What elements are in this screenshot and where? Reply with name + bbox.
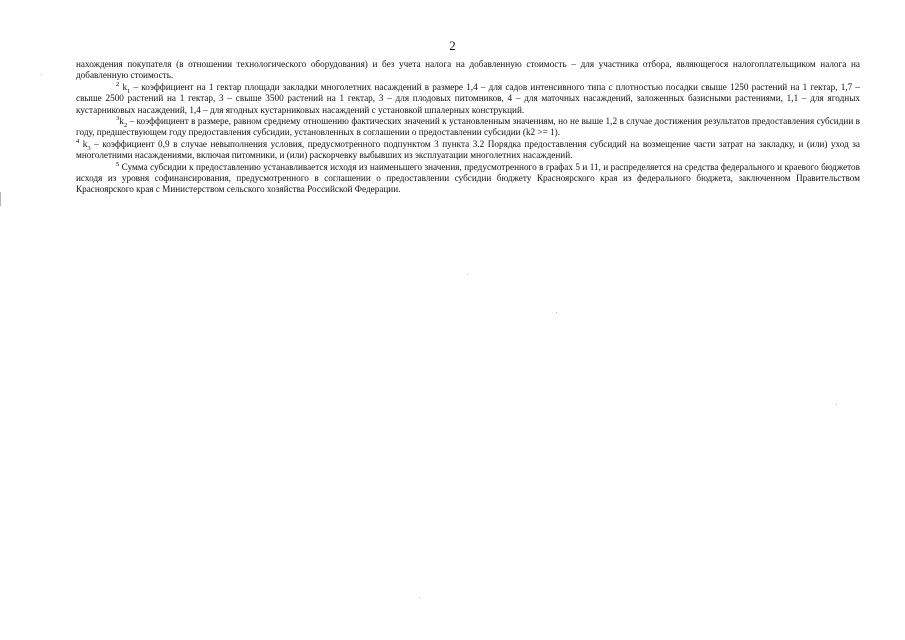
footnote-mark: 5 xyxy=(116,160,120,168)
footnotes-section xyxy=(76,59,860,196)
footnote-text: Сумма субсидии к предоставлению устанавливается исходя из наименьшего значения, предусмотренного в графах 5 и 11, и распределяется на средства федерального и краевого бюджетов исходя из уровня софинансирования, предусмотренного в соглашении о предоставлении субсидии бюджету Красноярского края из федерального бюджета, заключенном Правительством Красноярского края с Министерством сельского хозяйства Российской Федерации. xyxy=(76,161,860,195)
coefficient-index: 1 xyxy=(127,87,131,95)
scan-speck xyxy=(556,312,557,313)
footnote-text: – коэффициент на 1 гектар площади закладки многолетних насаждений в размере 1,4 – для садов интенсивного типа с плотностью посадки свыше 1250 растений на 1 гектар, 1,7 – свыше 2500 растений на 1 гектар, 3 – свыше 3500 растений на 1 гектар, 3 – для плодовых питомников, 4 – для маточных насаждений, заложенных базисными растениями, 1,1 – для ягодных кустарниковых насаждений, 1,4 – для ягодных кустарниковых насаждений с установкой шпалерных конструкций. xyxy=(76,81,861,115)
footnote-mark: 3 xyxy=(116,114,120,122)
footnote-mark: 2 xyxy=(116,80,120,88)
coefficient-symbol: k xyxy=(122,81,128,92)
footnote-text: – коэффициент 0,9 в случае невыполнения условия, предусмотренного подпунктом 3 пункта 3.2 Порядка предоставления субсидий на возмещение части затрат на закладку, и (или) уход за многолетними насаждениями, включая питомники, и (или) раскорчевку выбывших из эксплуатации многолетних насаждений. xyxy=(76,138,861,161)
footnote-text: нахождения покупателя (в отношении технологического оборудования) и без учета налога на добавленную стоимость – для участника отбора, являющегося налогоплательщиком налога на добавленную стоимость. xyxy=(76,59,860,81)
coefficient-index: 2 xyxy=(123,121,128,129)
footnote-continuation xyxy=(76,59,860,82)
coefficient-symbol: k xyxy=(82,138,88,149)
coefficient-index: 3 xyxy=(87,144,91,152)
scan-speck xyxy=(41,74,42,75)
scan-edge-mark xyxy=(0,192,1,206)
footnote-text: – коэффициент в размере, равном среднему отношению фактических значений к установленным значениям, но не выше 1,2 в случае достижения результатов предоставления субсидии в году, предшествующем году предоставления субсидии, установленных в соглашении о предоставлении субсидии (k2 >= 1). xyxy=(76,116,860,138)
scan-speck xyxy=(467,274,468,275)
page-number: 2 xyxy=(449,38,456,53)
coefficient-symbol: k xyxy=(119,116,124,127)
footnote-mark: 4 xyxy=(76,137,80,145)
footnote-5 xyxy=(76,162,860,196)
footnote-2 xyxy=(76,82,860,116)
footnote-3 xyxy=(76,116,860,139)
footnote-4 xyxy=(76,139,860,162)
scan-speck xyxy=(419,597,420,598)
scan-speck xyxy=(836,404,837,405)
